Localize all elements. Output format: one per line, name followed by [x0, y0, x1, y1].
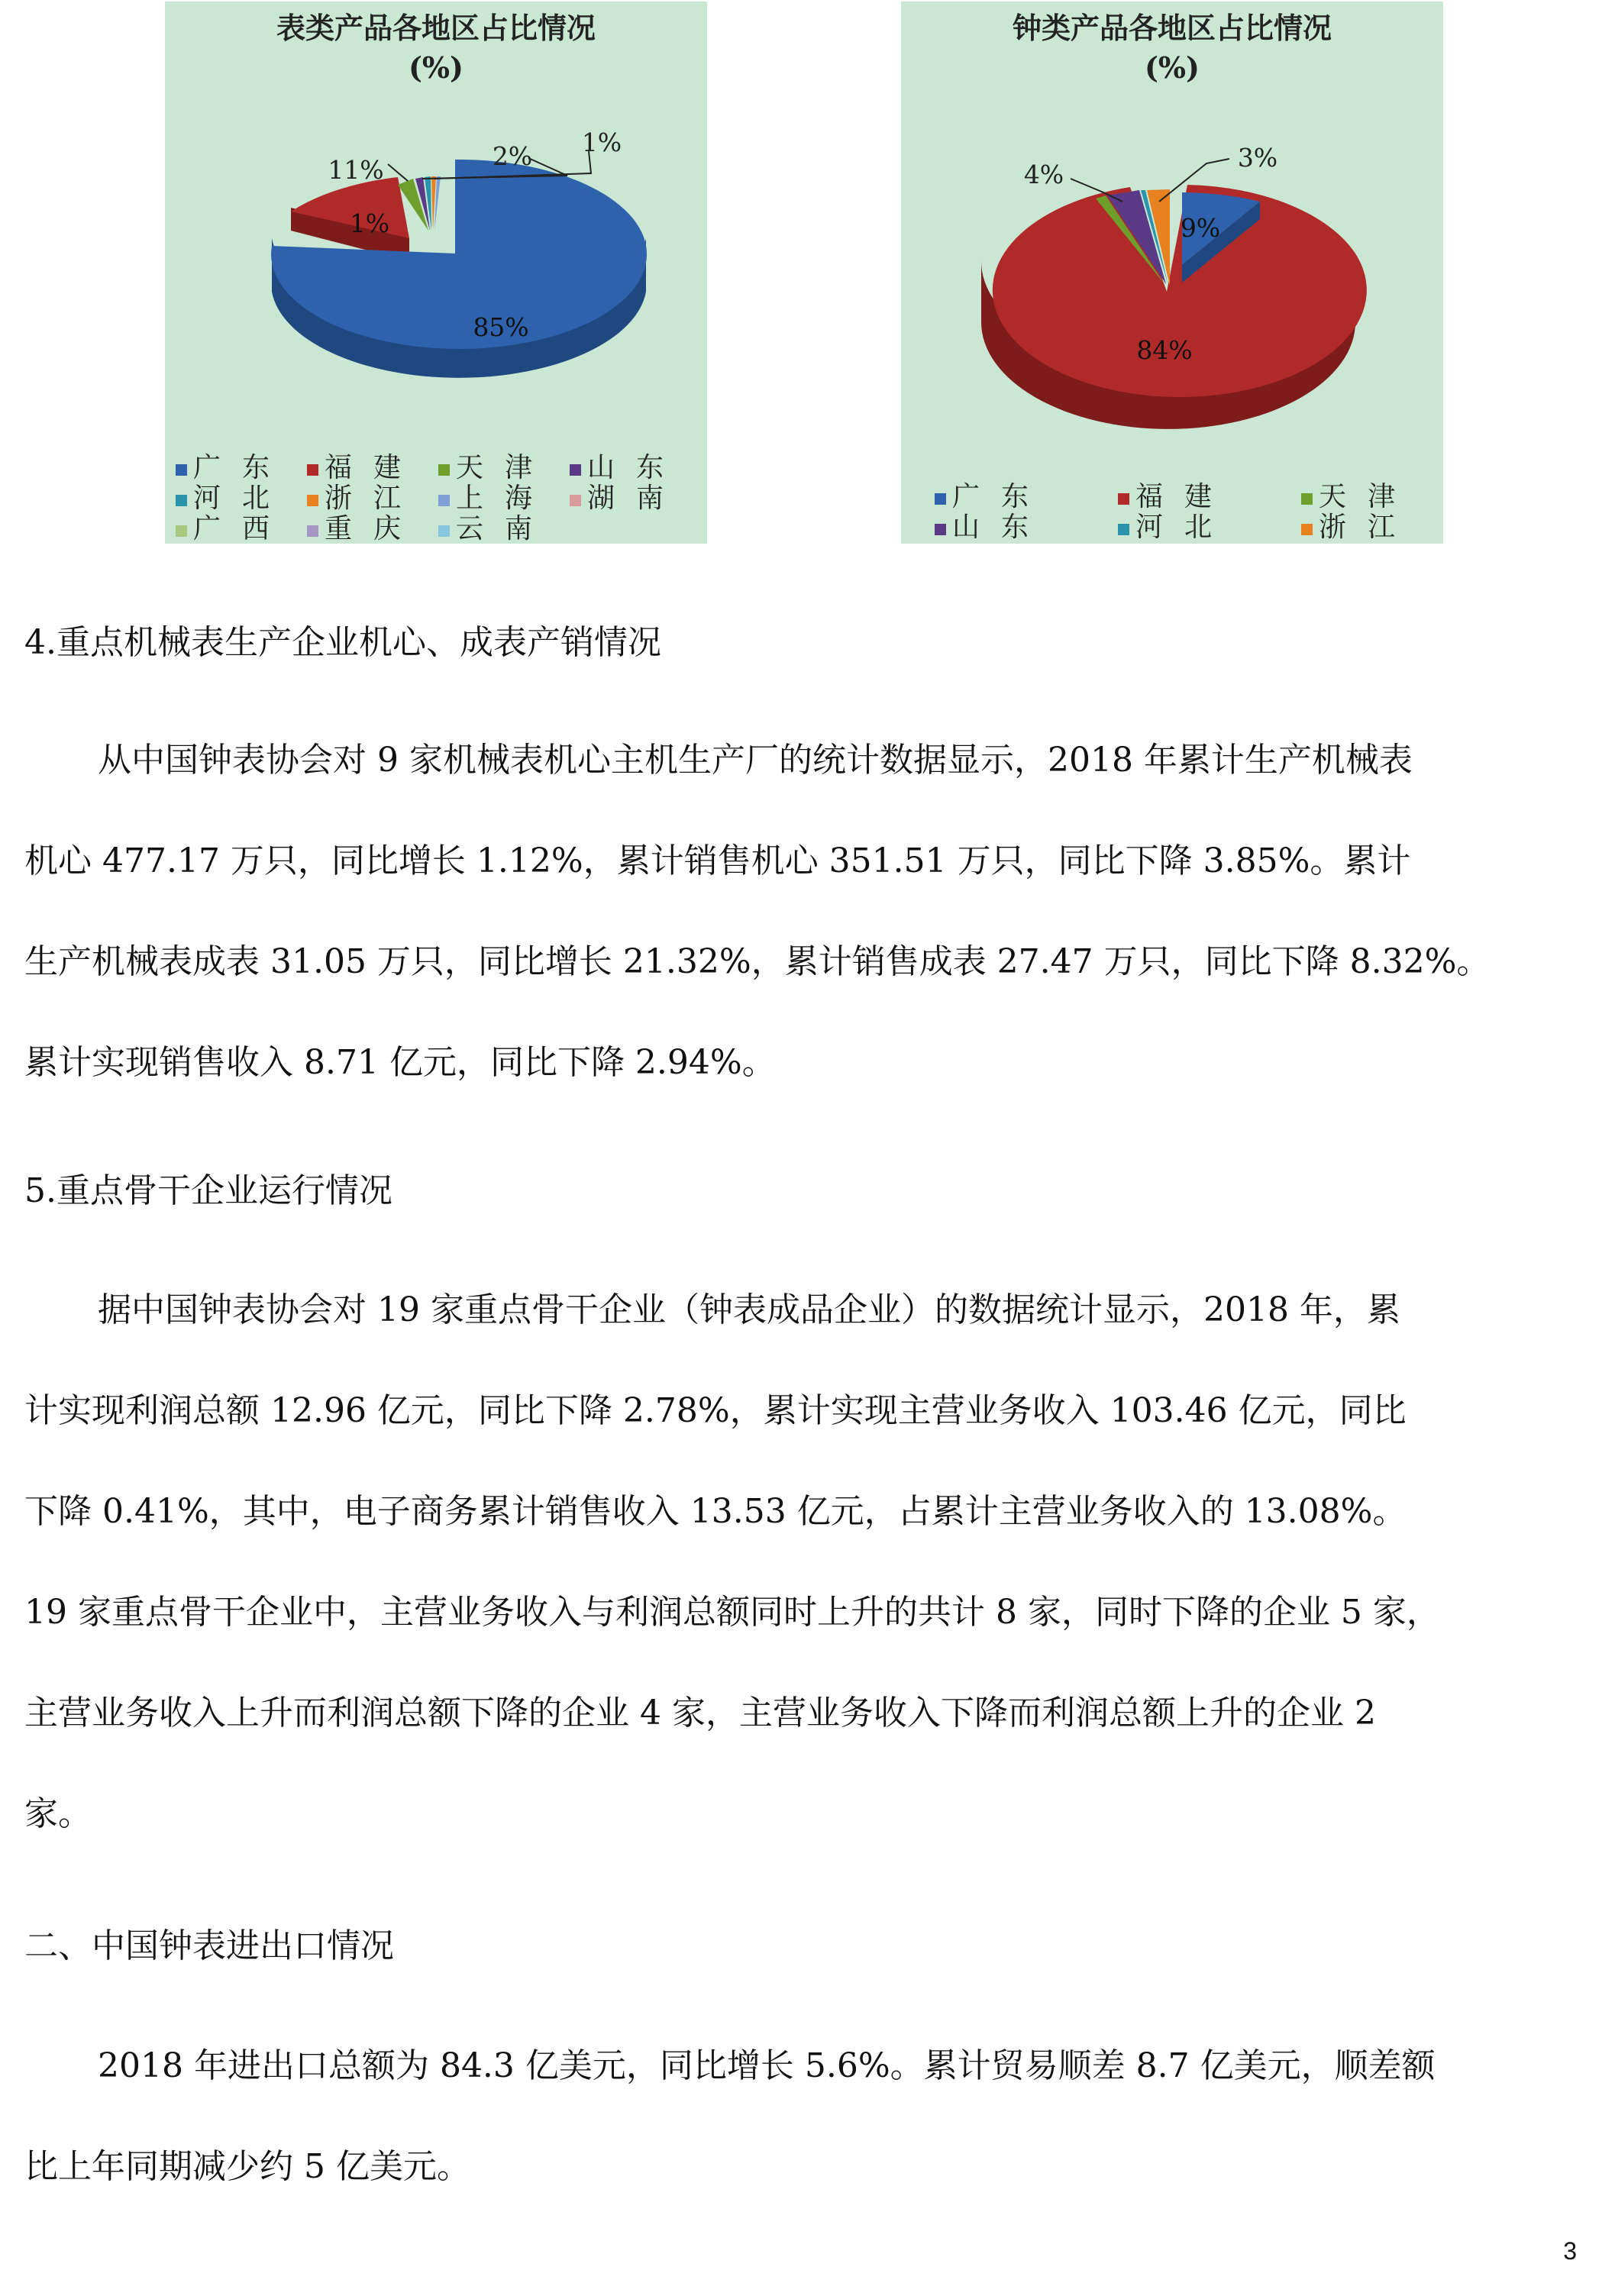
- paragraph-line: 计实现利润总额 12.96 亿元，同比下降 2.78%，累计实现主营业务收入 103.46 亿元，同比: [24, 1391, 1407, 1430]
- legend-swatch: [1118, 493, 1129, 505]
- paragraph-4-cont: [24, 811, 1590, 1113]
- section-heading-import-export: 二、中国钟表进出口情况: [24, 1926, 394, 1965]
- paragraph-import-export-cont: [24, 2117, 1590, 2217]
- data-label-11pct: 1%: [349, 208, 390, 238]
- chart-title: 钟类产品各地区占比情况: [1012, 11, 1332, 45]
- paragraph-line: 2018 年进出口总额为 84.3 亿美元，同比增长 5.6%。累计贸易顺差 8.7 亿美元，顺差额: [98, 2046, 1436, 2085]
- paragraph-line: 19 家重点骨干企业中，主营业务收入与利润总额同时上升的共计 8 家，同时下降的企业 5 家，: [24, 1593, 1440, 1632]
- legend-swatch: [935, 493, 946, 505]
- legend-swatch: [1301, 493, 1313, 505]
- paragraph-line: 主营业务收入上升而利润总额下降的企业 4 家，主营业务收入下降而利润总额上升的企业 2: [24, 1694, 1376, 1732]
- legend-swatch: [438, 464, 450, 476]
- chart-subtitle: (%): [408, 50, 464, 85]
- paragraph-line: 累计实现销售收入 8.71 亿元，同比下降 2.94%。: [24, 1043, 776, 1082]
- data-label-1pct-b: 1%: [581, 128, 622, 157]
- legend-item-shandong: 山东: [570, 452, 685, 484]
- paragraph-line: 据中国钟表协会对 19 家重点骨干企业（钟表成品企业）的数据统计显示，2018 年，累: [98, 1290, 1400, 1329]
- legend-item-hebei: 河北: [176, 483, 291, 515]
- legend-item-guangdong: 广东: [176, 452, 291, 484]
- data-label-84pct: 84%: [1136, 335, 1193, 365]
- paragraph-import-export: [24, 2016, 1590, 2117]
- watch-region-pie-chart: [165, 2, 707, 544]
- legend-item-hebei: 河北: [1118, 512, 1233, 544]
- legend-item-hunan: 湖南: [570, 483, 685, 515]
- legend-swatch: [1301, 524, 1313, 535]
- data-label-85pct: 85%: [473, 312, 529, 342]
- legend-swatch: [176, 495, 187, 506]
- paragraph-5-cont: [24, 1361, 1590, 1865]
- data-label-4pct: 4%: [1023, 160, 1064, 189]
- clock-region-pie-chart: [901, 2, 1443, 544]
- clock-pie-svg: [901, 2, 1443, 544]
- pie-slice-guangdong: [271, 160, 647, 349]
- legend-item-zhejiang: 浙江: [1301, 512, 1416, 544]
- legend-swatch: [438, 525, 450, 537]
- legend-swatch: [570, 495, 581, 506]
- paragraph-line: 机心 477.17 万只，同比增长 1.12%，累计销售机心 351.51 万只，同比下降 3.85%。累计: [24, 841, 1411, 880]
- paragraph-line: 比上年同期减少约 5 亿美元。: [24, 2147, 470, 2186]
- paragraph-4: [24, 710, 1590, 811]
- legend-item-shanghai: 上海: [438, 483, 554, 515]
- legend-swatch: [307, 525, 318, 537]
- legend-item-guangxi: 广西: [176, 513, 291, 545]
- legend-item-tianjin: 天津: [1301, 481, 1416, 513]
- legend-swatch: [307, 495, 318, 506]
- data-label-2pct: 11%: [328, 155, 384, 185]
- legend-item-yunnan: 云南: [438, 513, 554, 545]
- data-label-9pct: 9%: [1180, 213, 1221, 243]
- legend-item-fujian: 福建: [307, 452, 422, 484]
- paragraph-line: 家。: [24, 1794, 92, 1833]
- legend-item-guangdong: 广东: [935, 481, 1050, 513]
- legend-swatch: [438, 495, 450, 506]
- chart-subtitle: (%): [1144, 50, 1200, 85]
- legend-item-zhejiang: 浙江: [307, 483, 422, 515]
- section-heading-5: 5.重点骨干企业运行情况: [24, 1171, 392, 1210]
- paragraph-5: [24, 1260, 1590, 1361]
- legend-swatch: [935, 524, 946, 535]
- paragraph-line: 下降 0.41%，其中，电子商务累计销售收入 13.53 亿元，占累计主营业务收入的 13.08%。: [24, 1492, 1407, 1531]
- legend-item-tianjin: 天津: [438, 452, 554, 484]
- paragraph-line: 生产机械表成表 31.05 万只，同比增长 21.32%，累计销售成表 27.47 万只，同比下降 8.32%。: [24, 942, 1491, 981]
- data-label-3pct: 3%: [1237, 143, 1278, 173]
- legend-swatch: [176, 525, 187, 537]
- legend-item-fujian: 福建: [1118, 481, 1233, 513]
- legend-swatch: [1118, 524, 1129, 535]
- legend-swatch: [176, 464, 187, 476]
- legend-swatch: [307, 464, 318, 476]
- legend-item-chongqing: 重庆: [307, 513, 422, 545]
- chart-title: 表类产品各地区占比情况: [276, 11, 596, 45]
- legend-swatch: [570, 464, 581, 476]
- section-heading-4: 4.重点机械表生产企业机心、成表产销情况: [24, 623, 661, 662]
- paragraph-line: 从中国钟表协会对 9 家机械表机心主机生产厂的统计数据显示，2018 年累计生产机械表: [98, 741, 1413, 780]
- data-label-1pct-a: 2%: [492, 141, 533, 171]
- legend-item-shandong: 山东: [935, 512, 1050, 544]
- page-number: 3: [1563, 2237, 1577, 2265]
